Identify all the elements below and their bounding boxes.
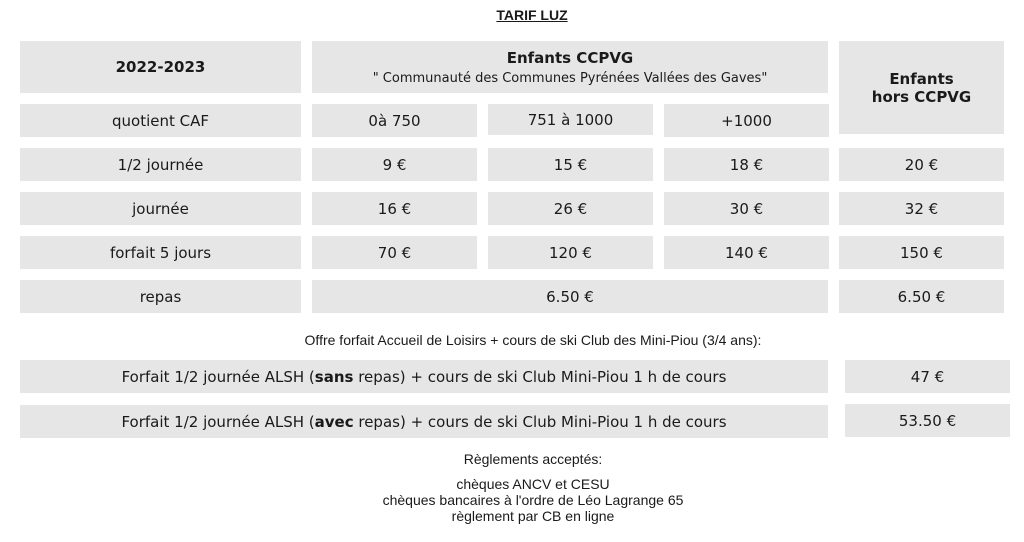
repas-label: repas (20, 280, 301, 313)
price-cell: 16 € (312, 192, 477, 225)
repas-hors-price: 6.50 € (839, 280, 1004, 313)
offer-text (122, 368, 727, 386)
price-cell: 30 € (664, 192, 829, 225)
row-label: 1/2 journée (20, 148, 301, 181)
offer-item (20, 360, 828, 393)
quotient-label: quotient CAF (20, 104, 301, 137)
payment-lines (0, 476, 1024, 524)
year-header: 2022-2023 (20, 41, 301, 93)
hors-line-2: hors CCPVG (871, 87, 972, 106)
ccpvg-header (312, 41, 828, 93)
price-cell: 15 € (488, 148, 653, 181)
payment-heading: Règlements acceptés: (463, 451, 603, 467)
hors-price-cell: 20 € (839, 148, 1004, 181)
offer-text-suffix: repas) + cours de ski Club Mini-Piou 1 h de cours (353, 412, 727, 431)
price-cell: 140 € (664, 236, 829, 269)
ccpvg-title: Enfants CCPVG (506, 48, 634, 67)
offer-text-emphasis: sans (314, 367, 354, 386)
hors-price-cell: 150 € (839, 236, 1004, 269)
payment-line: règlement par CB en ligne (451, 508, 615, 524)
price-cell: 120 € (488, 236, 653, 269)
hors-price-cell: 32 € (839, 192, 1004, 225)
offer-heading: Offre forfait Accueil de Loisirs + cours de ski Club des Mini-Piou (3/4 ans): (304, 332, 762, 348)
hors-ccpvg-header (839, 41, 1004, 134)
quotient-range: +1000 (664, 104, 829, 137)
offer-text-emphasis: avec (314, 412, 354, 431)
quotient-range: 0à 750 (312, 104, 477, 137)
offer-text (121, 413, 726, 431)
row-label: journée (20, 192, 301, 225)
price-cell: 26 € (488, 192, 653, 225)
payment-line: chèques bancaires à l'ordre de Léo Lagrange 65 (382, 492, 684, 508)
price-cell: 18 € (664, 148, 829, 181)
offer-price: 53.50 € (845, 404, 1010, 437)
hors-line-1: Enfants (889, 69, 954, 88)
price-cell: 70 € (312, 236, 477, 269)
payment-line: chèques ANCV et CESU (456, 476, 610, 492)
offer-text-prefix: Forfait 1/2 journée ALSH ( (121, 412, 315, 431)
row-label: forfait 5 jours (20, 236, 301, 269)
offer-text-prefix: Forfait 1/2 journée ALSH ( (121, 367, 315, 386)
offer-text-suffix: repas) + cours de ski Club Mini-Piou 1 h de cours (353, 367, 727, 386)
page-title: TARIF LUZ (496, 7, 568, 23)
offer-price: 47 € (845, 360, 1010, 393)
offer-item (20, 405, 828, 438)
quotient-range: 751 à 1000 (488, 104, 653, 135)
price-cell: 9 € (312, 148, 477, 181)
ccpvg-subtitle: " Communauté des Communes Pyrénées Vallées des Gaves" (372, 70, 768, 86)
repas-price: 6.50 € (312, 280, 828, 313)
